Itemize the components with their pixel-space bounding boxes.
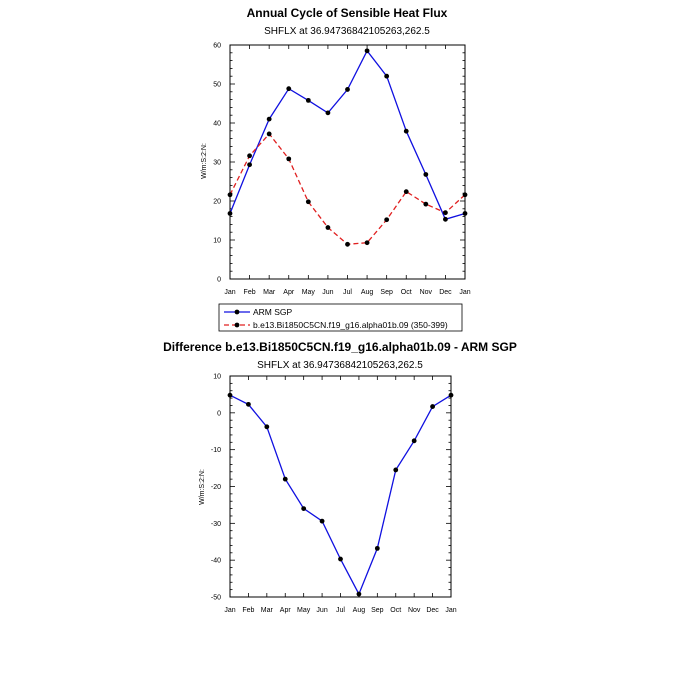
data-point <box>283 477 288 482</box>
x-tick-label: Sep <box>380 289 393 296</box>
y-tick-label: 60 <box>213 42 221 50</box>
chart-title: Annual Cycle of Sensible Heat Flux <box>246 6 448 20</box>
data-point <box>247 153 252 158</box>
y-tick-label: 50 <box>213 81 221 89</box>
y-tick-labels <box>211 374 451 602</box>
legend-marker-arm-sgp <box>235 310 240 315</box>
data-point <box>247 162 252 167</box>
x-tick-labels <box>224 376 456 614</box>
data-point <box>264 424 269 429</box>
x-tick-label: Feb <box>243 289 256 296</box>
y-tick-label: -20 <box>210 484 221 491</box>
x-tick-label: May <box>297 607 311 614</box>
x-tick-label: Aug <box>352 607 366 614</box>
difference-chart <box>163 340 517 614</box>
x-tick-label: Aug <box>360 289 374 296</box>
series-layer <box>228 48 468 246</box>
x-tick-label: Oct <box>390 607 402 614</box>
data-point <box>443 210 448 215</box>
x-tick-label: Nov <box>407 607 421 614</box>
x-tick-label: Jun <box>316 607 328 614</box>
data-point <box>286 156 291 161</box>
annual-cycle-chart <box>201 6 471 331</box>
x-tick-label: Dec <box>439 289 452 296</box>
data-point <box>404 189 409 194</box>
series-line-0 <box>230 51 465 220</box>
y-tick-label: 0 <box>217 276 221 284</box>
y-tick-label: 40 <box>213 120 221 128</box>
chart-title: Difference b.e13.Bi1850C5CN.f19_g16.alpha01b.09 - ARM SGP <box>163 340 517 354</box>
x-tick-label: Feb <box>242 607 255 614</box>
data-point <box>301 506 306 511</box>
data-point <box>306 199 311 204</box>
data-point <box>443 217 448 222</box>
data-point <box>430 404 435 409</box>
data-point <box>286 86 291 91</box>
y-tick-label: 20 <box>213 198 221 206</box>
series-line-0 <box>230 395 451 594</box>
y-tick-label: 10 <box>213 237 221 245</box>
data-point <box>423 172 428 177</box>
data-point <box>338 557 343 562</box>
data-point <box>267 132 272 137</box>
x-tick-label: Jan <box>445 607 457 614</box>
plot-frame <box>230 376 451 597</box>
data-point <box>267 117 272 122</box>
x-tick-label: Dec <box>426 607 439 614</box>
x-tick-label: Mar <box>260 607 273 614</box>
y-axis-label: W/m:S:2:N: <box>201 143 208 179</box>
data-point <box>326 225 331 230</box>
x-tick-label: Apr <box>283 289 295 296</box>
x-tick-label: Apr <box>279 607 291 614</box>
data-point <box>320 519 325 524</box>
legend-marker-model <box>235 323 240 328</box>
data-point <box>246 402 251 407</box>
data-point <box>393 468 398 473</box>
x-tick-label: Jul <box>336 607 345 614</box>
data-point <box>365 240 370 245</box>
x-tick-label: May <box>301 289 315 296</box>
x-tick-label: Jan <box>224 607 236 614</box>
y-tick-label: 0 <box>217 410 221 418</box>
data-point <box>357 592 362 597</box>
data-point <box>345 87 350 92</box>
x-tick-label: Jan <box>459 289 471 296</box>
y-tick-label: 10 <box>213 373 221 381</box>
x-tick-label: Oct <box>400 289 412 296</box>
y-tick-label: 30 <box>213 159 221 167</box>
data-point <box>423 202 428 207</box>
x-tick-label: Jun <box>322 289 334 296</box>
series-line-1 <box>230 134 465 244</box>
data-point <box>412 438 417 443</box>
y-tick-label: -10 <box>210 447 221 455</box>
x-tick-label: Jan <box>224 289 236 296</box>
data-point <box>384 74 389 79</box>
y-tick-label: -50 <box>210 594 221 602</box>
y-tick-label: -30 <box>210 520 221 528</box>
y-axis-label: W/m:S:2:N: <box>199 469 206 505</box>
data-point <box>404 129 409 134</box>
data-point <box>326 110 331 115</box>
series-layer <box>228 393 454 597</box>
x-tick-label: Sep <box>371 607 384 614</box>
data-point <box>306 98 311 103</box>
x-tick-label: Nov <box>419 289 433 296</box>
data-point <box>365 48 370 53</box>
legend-label-model: b.e13.Bi1850C5CN.f19_g16.alpha01b.09 (350-399) <box>253 320 448 330</box>
chart-subtitle: SHFLX at 36.94736842105263,262.5 <box>257 360 423 371</box>
legend <box>219 304 462 331</box>
x-tick-label: Jul <box>343 289 352 296</box>
data-point <box>345 242 350 247</box>
x-tick-labels <box>224 45 470 296</box>
data-point <box>384 217 389 222</box>
x-tick-label: Mar <box>263 289 276 296</box>
y-tick-label: -40 <box>210 557 221 565</box>
chart-subtitle: SHFLX at 36.94736842105263,262.5 <box>264 26 430 37</box>
data-point <box>375 546 380 551</box>
legend-label-arm-sgp: ARM SGP <box>253 307 293 317</box>
